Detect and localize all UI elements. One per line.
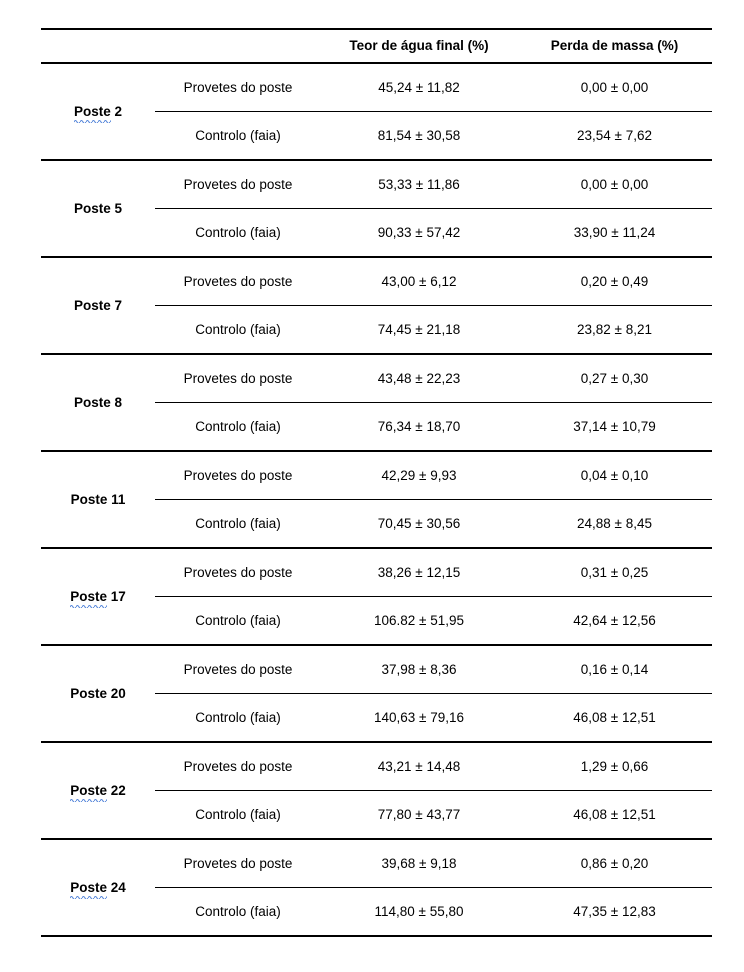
poste-label [70, 686, 126, 701]
poste-word: Poste [70, 491, 108, 507]
results-table [41, 28, 712, 937]
poste-label [74, 298, 122, 313]
perda-de-massa-value: 0,00 ± 0,00 [517, 161, 712, 209]
table-row [41, 355, 712, 403]
treatment-label: Controlo (faia) [195, 225, 281, 240]
treatment-label: Controlo (faia) [195, 322, 281, 337]
perda-de-massa-value: 33,90 ± 11,24 [573, 225, 656, 240]
poste-word: Poste [73, 200, 111, 216]
poste-number-value: 20 [110, 685, 126, 701]
poste-label-cell [41, 161, 155, 257]
poste-label-cell [41, 743, 155, 839]
treatment-label: Provetes do poste [155, 452, 321, 500]
treatment-label: Provetes do poste [155, 355, 321, 403]
teor-agua-final-value: 43,48 ± 22,23 [321, 355, 517, 403]
treatment-label: Provetes do poste [155, 840, 321, 888]
poste-word-spellcheck-flagged: Poste [70, 588, 107, 604]
perda-de-massa-value: 42,64 ± 12,56 [573, 613, 656, 628]
poste-label-cell [41, 646, 155, 742]
perda-de-massa-value: 23,54 ± 7,62 [577, 128, 652, 143]
teor-agua-final-value: 76,34 ± 18,70 [377, 419, 461, 434]
poste-label-cell [41, 63, 155, 160]
teor-agua-final-value: 39,68 ± 9,18 [321, 840, 517, 888]
perda-de-massa-value: 23,82 ± 8,21 [577, 322, 652, 337]
teor-agua-final-value: 38,26 ± 12,15 [321, 549, 517, 597]
poste-word: Poste [70, 685, 107, 701]
teor-agua-final-value: 43,21 ± 14,48 [321, 743, 517, 791]
perda-de-massa-value: 47,35 ± 12,83 [573, 904, 656, 919]
treatment-label: Controlo (faia) [195, 613, 281, 628]
teor-agua-final-value: 53,33 ± 11,86 [321, 161, 517, 209]
perda-de-massa-value: 0,31 ± 0,25 [517, 549, 712, 597]
poste-number-value: 22 [110, 782, 126, 798]
header-teor-agua-final: Teor de água final (%) [321, 30, 517, 63]
poste-word-spellcheck-flagged: Poste [70, 879, 107, 895]
perda-de-massa-value: 0,16 ± 0,14 [517, 646, 712, 694]
perda-de-massa-value: 0,20 ± 0,49 [517, 258, 712, 306]
header-perda-de-massa: Perda de massa (%) [517, 30, 712, 63]
poste-number-value: 11 [111, 491, 126, 507]
header-treatment-col [155, 30, 321, 63]
table-row [41, 161, 712, 209]
perda-de-massa-value: 46,08 ± 12,51 [573, 710, 656, 725]
treatment-label: Provetes do poste [155, 549, 321, 597]
poste-label [70, 783, 126, 798]
poste-label [74, 395, 122, 410]
poste-label-cell [41, 355, 155, 451]
poste-label-cell [41, 452, 155, 548]
perda-de-massa-value: 37,14 ± 10,79 [573, 419, 656, 434]
poste-label-cell [41, 258, 155, 354]
treatment-label: Controlo (faia) [195, 516, 281, 531]
teor-agua-final-value: 90,33 ± 57,42 [377, 225, 461, 240]
teor-agua-final-value: 106.82 ± 51,95 [374, 613, 464, 628]
poste-number-value: 17 [110, 588, 126, 604]
teor-agua-final-value: 81,54 ± 30,58 [377, 128, 461, 143]
treatment-label: Provetes do poste [155, 743, 321, 791]
table-row [41, 743, 712, 791]
table-row [41, 646, 712, 694]
table-header-row [41, 30, 712, 63]
perda-de-massa-value: 46,08 ± 12,51 [573, 807, 656, 822]
poste-label [71, 492, 126, 507]
teor-agua-final-value: 42,29 ± 9,93 [321, 452, 517, 500]
teor-agua-final-value: 140,63 ± 79,16 [374, 710, 464, 725]
results-table-container [41, 28, 712, 937]
poste-word: Poste [73, 394, 111, 410]
perda-de-massa-value: 24,88 ± 8,45 [577, 516, 652, 531]
poste-word-spellcheck-flagged: Poste [70, 782, 107, 798]
poste-word: Poste [73, 297, 111, 313]
poste-word-spellcheck-flagged: Poste [73, 103, 111, 119]
teor-agua-final-value: 74,45 ± 21,18 [377, 322, 461, 337]
poste-number-value: 24 [110, 879, 126, 895]
poste-label [70, 589, 126, 604]
perda-de-massa-value: 0,27 ± 0,30 [517, 355, 712, 403]
poste-label [74, 104, 122, 119]
poste-label-cell [41, 549, 155, 645]
table-row [41, 258, 712, 306]
treatment-label: Controlo (faia) [195, 807, 281, 822]
perda-de-massa-value: 0,04 ± 0,10 [517, 452, 712, 500]
perda-de-massa-value: 1,29 ± 0,66 [517, 743, 712, 791]
treatment-label: Controlo (faia) [195, 128, 281, 143]
table-row [41, 840, 712, 888]
teor-agua-final-value: 45,24 ± 11,82 [321, 63, 517, 112]
poste-label [70, 880, 126, 895]
teor-agua-final-value: 114,80 ± 55,80 [374, 904, 464, 919]
teor-agua-final-value: 43,00 ± 6,12 [321, 258, 517, 306]
perda-de-massa-value: 0,86 ± 0,20 [517, 840, 712, 888]
teor-agua-final-value: 37,98 ± 8,36 [321, 646, 517, 694]
teor-agua-final-value: 77,80 ± 43,77 [377, 807, 461, 822]
poste-number-value: 2 [114, 103, 123, 119]
treatment-label: Provetes do poste [155, 258, 321, 306]
table-row [41, 452, 712, 500]
treatment-label: Controlo (faia) [195, 710, 281, 725]
poste-label-cell [41, 840, 155, 936]
teor-agua-final-value: 70,45 ± 30,56 [377, 516, 461, 531]
treatment-label: Provetes do poste [155, 63, 321, 112]
header-group-col [41, 30, 155, 63]
poste-label [74, 201, 122, 216]
poste-number-value: 7 [114, 297, 123, 313]
treatment-label: Controlo (faia) [195, 904, 281, 919]
perda-de-massa-value: 0,00 ± 0,00 [517, 63, 712, 112]
table-row [41, 63, 712, 112]
treatment-label: Provetes do poste [155, 646, 321, 694]
poste-number-value: 8 [114, 394, 123, 410]
poste-number-value: 5 [114, 200, 123, 216]
treatment-label: Controlo (faia) [195, 419, 281, 434]
table-bottom-rule [41, 936, 712, 937]
treatment-label: Provetes do poste [155, 161, 321, 209]
table-row [41, 549, 712, 597]
